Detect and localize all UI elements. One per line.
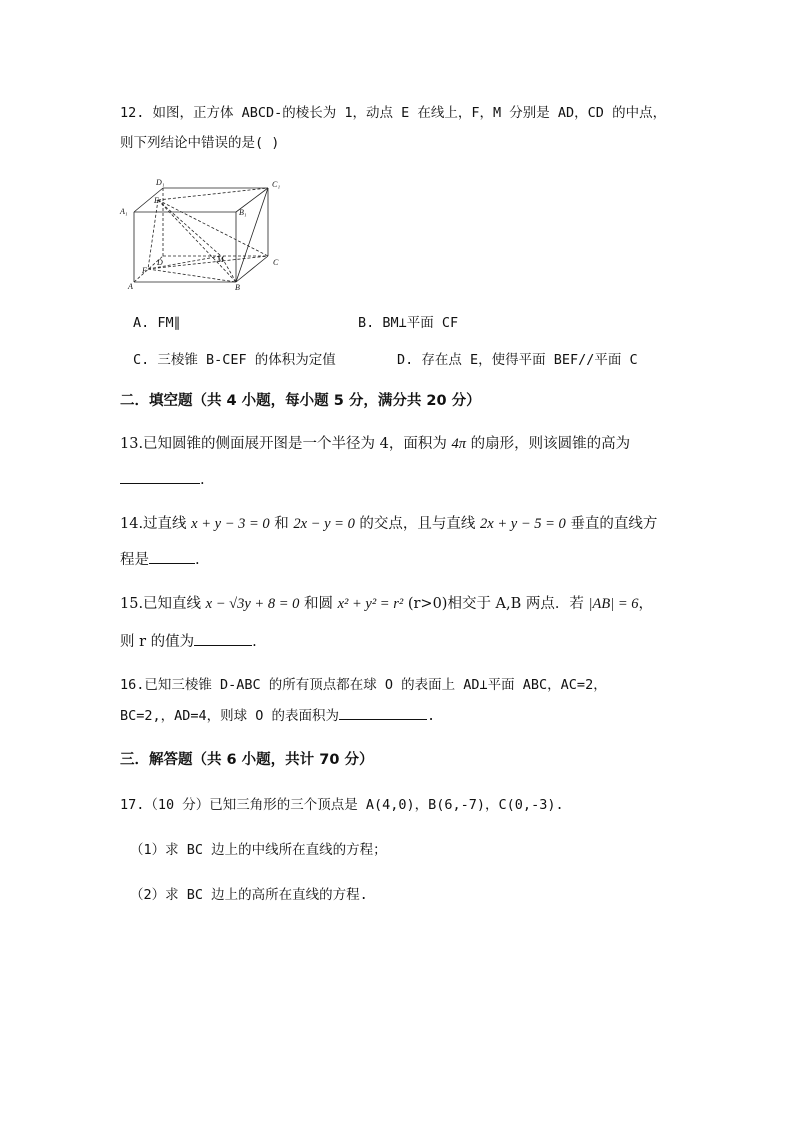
q12-option-a: A. FM∥ [133,315,181,331]
q15-text-post: ， [638,596,653,612]
seg-e-c1 [158,188,268,200]
q16-period: . [427,708,436,724]
q14-eq2: 2x − y = 0 [293,516,355,532]
q12-line1: 12. 如图，正方体 ABCD-的棱长为 1，动点 E 在线上，F，M 分别是 AD，CD 的中点， [120,105,667,121]
q14-text-post: 垂直的直线方 [565,516,658,532]
q14-text-mid1: 和 [269,516,294,532]
q16-answer-blank[interactable] [339,705,427,720]
q17-sub2: （2）求 BC 边上的高所在直线的方程. [130,887,368,903]
seg-e-c [158,200,268,256]
seg-e-m [158,200,221,256]
q13-line2 [120,469,205,490]
q15-eq1: x − √3y + 8 = 0 [205,596,300,612]
label-e: E [154,196,159,205]
q12-option-c: C. 三棱锥 B-CEF 的体积为定值 [133,352,336,368]
cube-figure [118,172,298,294]
label-a1: A₁ [120,207,128,216]
q16-line2-text: BC=2,，AD=4，则球 O 的表面积为 [120,708,340,724]
label-d1: D₁ [156,178,165,187]
q15-period: . [252,634,257,650]
seg-f-b [148,269,236,282]
q12-option-d: D. 存在点 E，使得平面 BEF//平面 C [397,352,638,368]
q13-answer-blank[interactable] [120,469,200,484]
edge-c1-b [236,188,268,282]
section-3-heading: 三．解答题（共 6 小题，共计 70 分） [120,752,374,768]
q14-line2 [120,549,200,570]
q12-line2: 则下列结论中错误的是( ) [120,135,280,151]
q17-sub1: （1）求 BC 边上的中线所在直线的方程； [130,842,387,858]
q14-eq3: 2x + y − 5 = 0 [480,516,566,532]
q15-line2 [120,631,257,652]
q15-text-mid1: 和圆 [299,596,338,612]
q15-line2-text: 则 r 的值为 [120,634,195,650]
q16-line2 [120,705,435,726]
q15-answer-blank[interactable] [194,631,252,646]
label-b: B [235,283,240,292]
q14-line1 [120,514,657,534]
q14-answer-blank[interactable] [149,549,195,564]
label-b1: B₁ [239,208,247,217]
label-m: M [217,255,224,264]
label-a: A [128,282,133,291]
q14-line2-text: 程是 [120,552,149,568]
label-c: C [273,258,279,267]
q14-period: . [195,552,200,568]
q14-text-mid2: 的交点，且与直线 [354,516,481,532]
section-2-heading: 二．填空题（共 4 小题，每小题 5 分，满分共 20 分） [120,393,481,409]
q13-period: . [200,472,205,488]
q12-option-b: B. BM⊥平面 CF [358,315,459,331]
q17-line1: 17.（10 分）已知三角形的三个顶点是 A(4,0)，B(6,-7)，C(0,-3). [120,797,564,813]
label-d: D [157,258,163,267]
q14-eq1: x + y − 3 = 0 [191,516,270,532]
q15-eq3: |AB| = 6 [588,596,639,612]
q15-line1 [120,594,653,614]
q13-text-post: 的扇形，则该圆锥的高为 [466,436,631,452]
q13-line1 [120,434,630,454]
q15-text-pre: 15.已知直线 [120,596,206,612]
q13-text-pre: 13.已知圆锥的侧面展开图是一个半径为 4，面积为 [120,436,452,452]
label-c1: C₁ [272,180,281,189]
q14-text-pre: 14.过直线 [120,516,192,532]
q15-eq2: x² + y² = r² [337,596,404,612]
q15-text-mid2: (r>0)相交于 A,B 两点．若 [403,596,589,612]
q16-line1: 16.已知三棱锥 D-ABC 的所有顶点都在球 O 的表面上 AD⊥平面 ABC，AC=2， [120,677,607,693]
q13-math: 4π [451,436,467,452]
label-f: F [142,266,147,275]
